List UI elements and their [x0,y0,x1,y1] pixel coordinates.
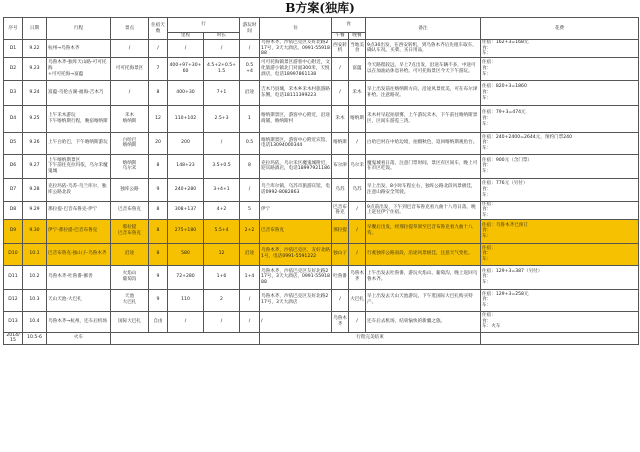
cell-lodging: 乌兰库尔镇，乌苏市旅游宾馆，电话0992-8082863 [260,178,332,201]
cell-lunch: 喀纳斯 [332,132,349,154]
cell-play-time: 2+2 [240,219,260,243]
cell-no: D12 [4,289,23,311]
header-no: 序号 [4,18,23,40]
cell-notes: 禾木村早起拍晨雾，上午游玩禾木，下午前往喀纳斯景区，区间车游览三湾。 [366,105,481,132]
cell-dinner: 喀纳斯 [349,105,366,132]
cell-date: 9.26 [23,132,47,154]
cell-lunch: 那拉提 [332,219,349,243]
cell-date: 9.24 [23,80,47,105]
cell-hours: 7+1 [204,80,240,105]
cell-dinner: / [349,201,366,219]
cell-route: 富蕴-乌伦古湖-福海-吉木乃 [47,80,111,105]
cell-cost: 住宿：129+3=258元 食： 车： [481,289,639,311]
cell-route: 上午白哈巴，下午喀纳斯游玩 [47,132,111,154]
cell-play-time: / [240,178,260,201]
cell-play-time: 8 [240,154,260,178]
cell-lunch: 禾木 [332,105,349,132]
cell-hours: 5.5+4 [204,219,240,243]
cell-lodging: 乌鲁木齐，沙依巴克区友好北路217号，3天大酒店。0991-5591888 [261,40,330,57]
cell-route: 上午喀纳斯景区 下午前往克拉玛依，乌尔禾魔鬼城 [47,154,111,178]
cell-date: 9.28 [23,178,47,201]
cell-lodging: 乌鲁木齐，沙依巴克区友好北路217号，3天大酒店 [260,289,332,311]
cell-date: 9.29 [23,201,47,219]
cell-notes: 9点前出发，下午到巴音布鲁克看九曲十八弯日落，晚上赶往伊宁住宿。 [366,201,481,219]
cell-no: D10 [4,243,23,265]
cell-date: 9.25 [23,105,47,132]
cell-cost: 住宿：162+3=168元 食： 车： [481,40,639,58]
table-row[interactable] [4,219,639,243]
cell-date: 10.1 [23,243,47,265]
cell-lodging: 乌鲁木齐，沙依巴克区友好北路217号，3天大酒店，0991-5591888 [260,265,332,289]
cell-cost: 住宿：129+3=387（另付） 食： 车： [481,265,639,289]
cell-lunch: 布尔津 [332,154,349,178]
cell-hours: 3+4+1 [204,178,240,201]
cell-sights: 天池 大巴扎 [111,289,149,311]
table-row[interactable] [4,289,639,311]
cell-stay-days: 8 [149,80,168,105]
cell-dinner: 乌苏 [349,178,366,201]
cell-hours: / [204,40,240,58]
cell-cost: 住宿：900元（含门票） 食： 车： [481,154,639,178]
cell-route: 克拉玛依-乌苏-乌兰库尔，独库公路北段 [47,178,111,201]
cell-sights: 那拉提 巴音布鲁克 [111,219,149,243]
cell-sights: 国际大巴扎 [111,311,149,332]
cell-lunch: 独山子 [332,243,349,265]
cell-lodging: 喀纳斯景区，游客中心附近宾馆，电话13094000344 [260,132,332,154]
cell-no: D1 [4,40,23,58]
header-km: 里程 [168,33,204,40]
header-stay-days: 住宿天数 [149,18,168,40]
cell-km: 110+102 [168,105,204,132]
cell-play-time: 1+4 [240,265,260,289]
cell-km: 275+180 [168,219,204,243]
cell-km: 240+280 [168,178,204,201]
table-row[interactable] [4,80,639,105]
table-row[interactable] [4,154,639,178]
cell-stay-days: 12 [149,105,168,132]
cell-stay-days: / [149,40,168,58]
cell-notes: 白哈巴村在中哈边境，拍摄秋色，返回喀纳斯观鱼台。 [366,132,481,154]
cell-dinner: 大巴扎 [349,289,366,311]
cell-stay-days: 9 [149,289,168,311]
cell-lunch: 乌鲁木齐 [332,311,349,332]
cell-lodging: 吉木乃县城，禾木乡禾木村旅游路东侧，电话18111399223 [260,80,332,105]
cell-stay-days: 8 [149,201,168,219]
cell-notes: 今天路程较远，早上7点出发，沿途车辆不多，中途可以在加油站休息补给。可可托海景区今天下午游玩。 [366,57,481,80]
cell-sights: 独库公路 [111,178,149,201]
cell-play-time: 0.5 +4 [240,57,260,80]
cell-hours: 1+6 [204,265,240,289]
cell-sights: 喀纳斯 乌尔禾 [111,154,149,178]
cell-notes: 早上出发前往喀纳斯方向，沿途风景优美，可在布尔津补给。注意路况。 [366,80,481,105]
cell-hours: 3.5+0.5 [204,154,240,178]
cell-no: D9 [4,219,23,243]
cell-sights: 可可托海景区 [111,57,149,80]
cell-lunch: 吐鲁番 [332,265,349,289]
table-row[interactable] [4,265,639,289]
header-lunch: 午餐 [332,33,349,40]
table-body [4,40,639,333]
cell-route: 上午禾木游玩 下午喀纳斯行程，晚宿喀纳斯 [47,105,111,132]
table-row[interactable] [4,132,639,154]
cell-date: 9.22 [23,40,47,58]
table-row[interactable] [4,57,639,80]
cell-no: D3 [4,80,23,105]
cell-play-time: / [240,289,260,311]
header-hours: 时长 [204,33,240,40]
cell-notes: 早上出发去天山天池游玩，下午逛国际大巴扎购买特产。 [366,289,481,311]
cell-route: 天山天池-大巴扎 [47,289,111,311]
cell-no: D11 [4,265,23,289]
cell-hours: 4+2 [204,201,240,219]
cell-sights: 禾木 喀纳斯 [111,105,149,132]
table-row[interactable] [4,201,639,219]
cell-notes: 行驶独库公路南段，沿途风景极佳，注意天气变化。 [366,243,481,265]
header-lodging: 住 [260,18,332,40]
cell-route: 伊宁-那拉提-巴音布鲁克 [47,219,111,243]
cell-route: 巴音布鲁克-独山子-乌鲁木齐 [47,243,111,265]
cell-no: D2 [4,57,23,80]
cell-lodging: 克拉玛依，乌尔禾区魔鬼城附近，迎宾路酒店，电话18997921186 [260,154,332,178]
cell-sights: 沿途 [111,243,149,265]
cell-stay-days: 20 [149,132,168,154]
cell-dinner: / [349,243,366,265]
cell-stay-days: 自由 [149,311,168,332]
cell-km: 110 [168,289,204,311]
cell-dinner: 富蕴 [349,57,366,80]
cell-stay-days: 9 [149,178,168,201]
cell-dinner: 禾木 [349,80,366,105]
cell-cost: 住宿：240+2400=2644元，预约门票240 食： 车： [481,132,639,154]
cell-notes: 早上出发，8小时车程左右，独库公路北段风景极佳，注意山路安全驾驶。 [366,178,481,201]
cell-no: D5 [4,132,23,154]
cell-lunch: / [332,80,349,105]
cell-km: 308+137 [168,201,204,219]
cell-route: 乌鲁木齐-吐鲁番-鄯善 [47,265,111,289]
cell-lunch: 西安转机 [332,40,349,58]
cell-lunch: / [332,289,349,311]
cell-dinner: 乌尔禾 [349,154,366,178]
header-sights: 景点 [111,18,149,40]
cell-play-time: 5 [240,201,260,219]
table-row[interactable] [4,178,639,201]
footer-blank [111,332,260,344]
cell-cost: 住宿： 食： 车： [481,201,639,219]
cell-play-time: 0.5 [240,132,260,154]
cell-km: 400+97+30+60 [168,57,204,80]
header-route: 行程 [47,18,111,40]
cell-stay-days: 8 [149,243,168,265]
footer-date: 10.5-6 [23,332,47,344]
cell-dinner: 当地美食 [349,40,366,58]
header-road: 行 [168,18,240,33]
header-play-time: 游玩时间 [240,18,260,40]
cell-sights: 火焰山 葡萄沟 [111,265,149,289]
cell-dinner: / [349,311,366,332]
cell-lunch: / [332,57,349,80]
cell-cost: 住宿：820+3=1860 食： 车： [481,80,639,105]
footer-middle: 行程完美结束 [260,332,481,344]
cell-stay-days: 8 [149,219,168,243]
cell-notes: 早餐后出发，经那拉提草原至巴音布鲁克看九曲十八弯。 [366,219,481,243]
cell-route: 乌鲁木齐-独库天山路-可可托海 +可可托海→富蕴 [47,57,111,80]
cell-route: 杭州→乌鲁木齐 [47,40,111,58]
table-row[interactable] [4,243,639,265]
cell-hours: 2.5+3 [204,105,240,132]
cell-play-time: 沿途 [240,243,260,265]
cell-km: / [168,40,204,58]
cell-no: D8 [4,201,23,219]
table-row[interactable] [4,311,639,332]
cell-dinner: 乌鲁木齐 [349,265,366,289]
cell-km: 400+30 [168,80,204,105]
cell-route: 那拉提-巴音布鲁克-伊宁 [47,201,111,219]
table-row[interactable] [4,40,639,58]
cell-play-time: 沿途 [240,80,260,105]
cell-cost: 住宿：79+3=474元 食： 车： [481,105,639,132]
table-footer-row [4,332,639,344]
cell-sights: / [111,80,149,105]
cell-date: 9.27 [23,154,47,178]
sheet-title: B方案(独库) [285,1,355,15]
cell-km: 200 [168,132,204,154]
table-row[interactable] [4,105,639,132]
cell-route: 乌鲁木齐→杭州，还车后机场 [47,311,111,332]
header-date: 日期 [23,18,47,40]
cell-sights: 白哈巴 喀纳斯 [111,132,149,154]
cell-lodging: 乌鲁木齐，沙依巴克区，友好北路1号，电话0991-5591222 [260,243,332,265]
cell-notes: 上午出发去吐鲁番，游玩火焰山、葡萄沟，晚上返回乌鲁木齐。 [366,265,481,289]
cell-stay-days: 9 [149,265,168,289]
cell-no: D13 [4,311,23,332]
cell-lunch: 巴音布鲁克 [332,201,349,219]
cell-cost: 住宿： 食： 车： [481,243,639,265]
cell-hours: / [204,311,240,332]
cell-hours: / [204,132,240,154]
footer-blank-2 [481,332,639,344]
itinerary-table [3,17,639,345]
cell-lodging: 伊宁 [260,201,332,219]
cell-stay-days: 8 [149,154,168,178]
cell-notes: 魔鬼城看日落，注意门票时间，景区有区间车，晚上可在市区吃饭。 [366,154,481,178]
cell-cost: 住宿： 食： 车：火车 [481,311,639,332]
cell-date: 10.3 [23,289,47,311]
cell-date: 10.4 [23,311,47,332]
footer-left: 2014/15 [4,332,23,344]
cell-dinner: / [349,219,366,243]
cell-cost: 住宿： 食： 车： [481,57,639,80]
cell-sights: / [111,40,149,58]
cell-date: 9.30 [23,219,47,243]
cell-km: 580 [168,243,204,265]
cell-notes: 还车后去机场，结束愉快的新疆之旅。 [366,311,481,332]
cell-hours: 12 [204,243,240,265]
header-notes: 备注 [366,18,481,40]
cell-km: / [168,311,204,332]
cell-hours: 2 [204,289,240,311]
header-food: 食 [332,18,366,33]
cell-km: 72+280 [168,265,204,289]
cell-sights: 巴音布鲁克 [111,201,149,219]
cell-lodging: 巴音布鲁克 [260,219,332,243]
cell-no: D4 [4,105,23,132]
cell-hours: 4.5+2+0.5+1.5 [204,57,240,80]
cell-dinner: / [349,132,366,154]
cell-lodging: / [260,311,332,332]
cell-no: D7 [4,178,23,201]
cell-no: D6 [4,154,23,178]
cell-date: 9.23 [23,57,47,80]
cell-stay-days: 7 [149,57,168,80]
cell-cost: 住宿：乌鲁木齐已预订 食： 车： [481,219,639,243]
cell-lunch: 乌苏 [332,178,349,201]
cell-play-time: / [240,311,260,332]
header-dinner: 晚餐 [349,33,366,40]
footer-route: 火车 [47,332,111,344]
cell-play-time: / [240,40,260,58]
cell-lodging: 喀纳斯景区，游客中心附近，沿途商铺，喀纳斯村 [260,105,332,132]
cell-km: 148+23 [168,154,204,178]
cell-play-time: 1 [240,105,260,132]
cell-lodging: 可可托海镇景区游客中心附近，文化旅游小镇北门对面300米，天悦酒店，电话18997861138 [260,57,332,80]
cell-cost: 住宿：776元（另付） 食： 车： [481,178,639,201]
cell-notes: 9点30出发，在西安转机，到乌鲁木齐后先租车取车，确认车况。买菜、买日用品， [366,40,481,58]
cell-date: 10.2 [23,265,47,289]
header-cost: 花费 [481,18,639,40]
